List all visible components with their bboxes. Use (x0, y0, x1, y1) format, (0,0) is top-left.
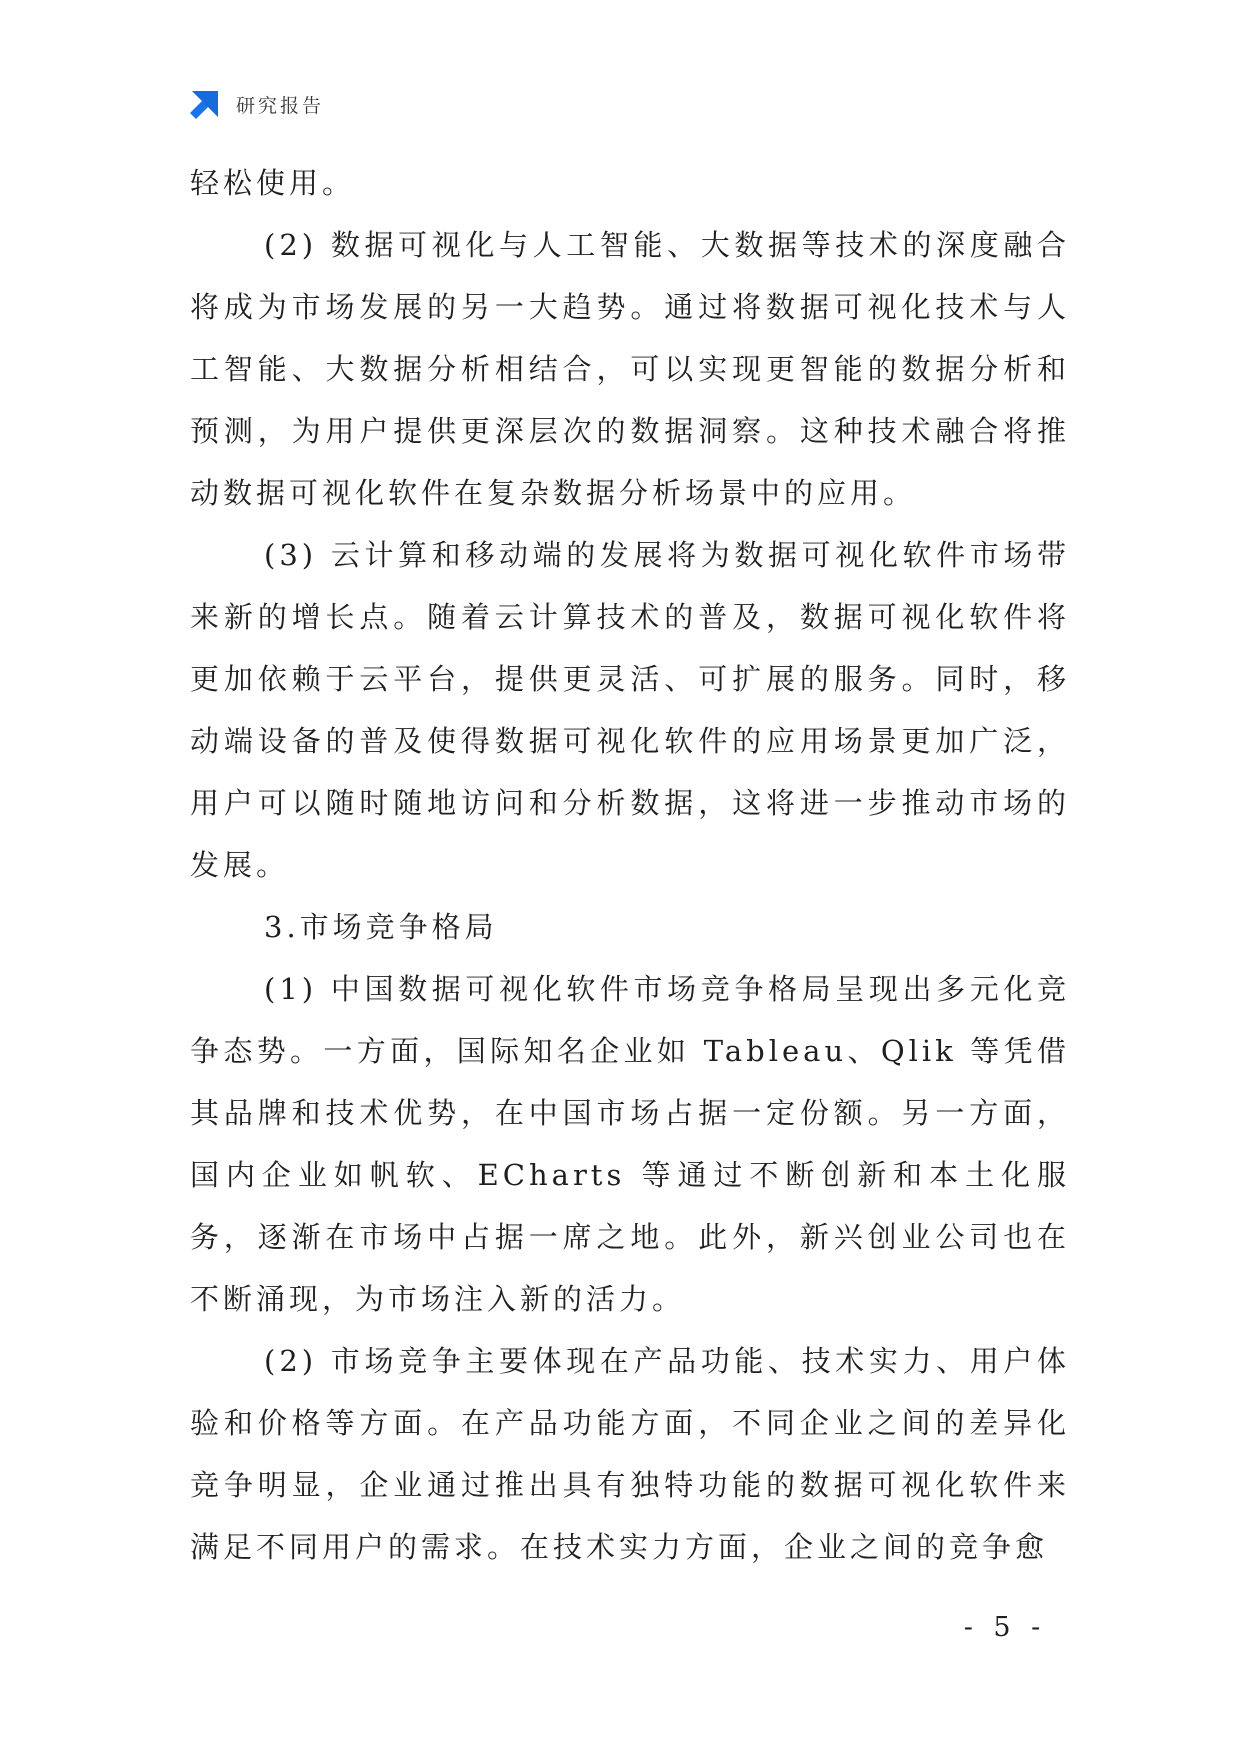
paragraph: (2) 市场竞争主要体现在产品功能、技术实力、用户体验和价格等方面。在产品功能方面，不同企业之间的差异化竞争明显，企业通过推出具有独特功能的数据可视化软件来满足不同用户的需求。在技术实力方面，企业之间的竞争愈 (190, 1344, 1070, 1564)
paragraph: 轻松使用。 (190, 166, 356, 200)
page-number: - 5 - (963, 1612, 1047, 1643)
section-heading: 3.市场竞争格局 (264, 910, 498, 944)
paragraph: (2) 数据可视化与人工智能、大数据等技术的深度融合将成为市场发展的另一大趋势。通过将数据可视化技术与人工智能、大数据分析相结合，可以实现更智能的数据分析和预测，为用户提供更深层次的数据洞察。这种技术融合将推动数据可视化软件在复杂数据分析场景中的应用。 (190, 228, 1070, 510)
header-title: 研究报告 (236, 94, 325, 117)
arrow-logo-icon (188, 87, 222, 121)
report-header (188, 86, 324, 122)
document-body (190, 152, 1070, 1578)
paragraph: (1) 中国数据可视化软件市场竞争格局呈现出多元化竞争态势。一方面，国际知名企业如 Tableau、Qlik 等凭借其品牌和技术优势，在中国市场占据一定份额。另一方面，国内企业如帆软、ECharts 等通过不断创新和本土化服务，逐渐在市场中占据一席之地。此外，新兴创业公司也在不断涌现，为市场注入新的活力。 (190, 972, 1070, 1316)
paragraph: (3) 云计算和移动端的发展将为数据可视化软件市场带来新的增长点。随着云计算技术的普及，数据可视化软件将更加依赖于云平台，提供更灵活、可扩展的服务。同时，移动端设备的普及使得数据可视化软件的应用场景更加广泛，用户可以随时随地访问和分析数据，这将进一步推动市场的发展。 (190, 538, 1070, 882)
